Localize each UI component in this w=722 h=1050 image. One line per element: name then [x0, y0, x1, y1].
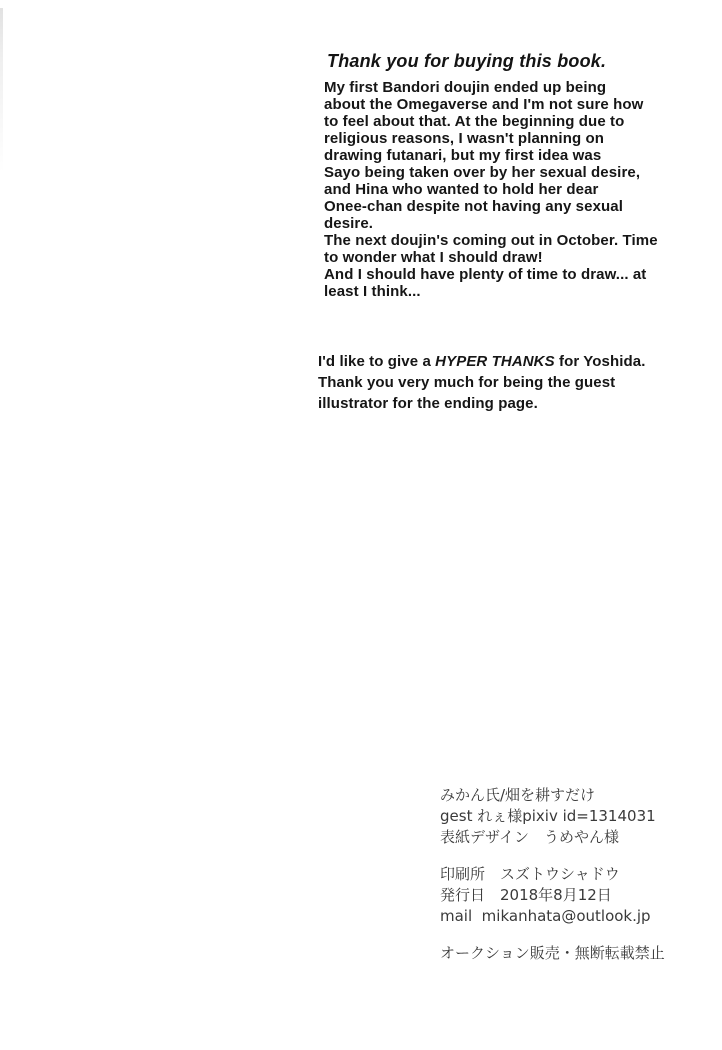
credits-group [440, 785, 665, 848]
afterword-text-line: drawing futanari, but my first idea was [324, 147, 602, 164]
guest-thanks-line: illustrator for the ending page. [318, 395, 538, 412]
publication-line-date: 発行日 2018年8月12日 [440, 886, 612, 904]
publication-group [440, 864, 665, 927]
afterword-text-line: My first Bandori doujin ended up being [324, 79, 607, 96]
afterword-text-line: The next doujin's coming out in October. Time [324, 232, 658, 249]
afterword-title: Thank you for buying this book. [327, 51, 607, 71]
thanks-line-prefix: I'd like to give a [318, 353, 436, 370]
afterword-text-line: to wonder what I should draw! [324, 249, 543, 266]
publication-line-mail: mail mikanhata@outlook.jp [440, 907, 651, 925]
afterword-text-line: Sayo being taken over by her sexual desire, [324, 164, 641, 181]
afterword-text-line: about the Omegaverse and I'm not sure how [324, 96, 644, 113]
afterword-text-line: and Hina who wanted to hold her dear [324, 181, 599, 198]
afterword-paragraph [324, 79, 658, 300]
publication-line-printer: 印刷所 スズトウシャドウ [440, 865, 620, 883]
scan-streak-artifact [0, 8, 3, 173]
afterword-text-line: religious reasons, I wasn't planning on [324, 130, 605, 147]
guest-thanks-line: Thank you very much for being the guest [318, 374, 616, 391]
credit-line-cover-design: 表紙デザイン うめやん様 [440, 828, 619, 846]
guest-thanks-line [318, 351, 645, 372]
thanks-line-suffix: for Yoshida. [554, 353, 646, 370]
hyper-thanks-emphasis: HYPER THANKS [435, 353, 555, 370]
afterword-text-line: desire. [324, 215, 374, 232]
afterword-text-line: Onee-chan despite not having any sexual [324, 198, 623, 215]
afterword-text-line: least I think... [324, 283, 421, 300]
resale-notice: オークション販売・無断転載禁止 [440, 944, 665, 962]
guest-thanks-paragraph [318, 351, 645, 414]
credit-line-guest: gest れぇ様pixiv id=1314031 [440, 807, 656, 825]
colophon [440, 785, 665, 964]
afterword-text-line: to feel about that. At the beginning due to [324, 113, 625, 130]
credit-line-author: みかん氏/畑を耕すだけ [440, 786, 596, 804]
afterword-text-line: And I should have plenty of time to draw... at [324, 266, 647, 283]
